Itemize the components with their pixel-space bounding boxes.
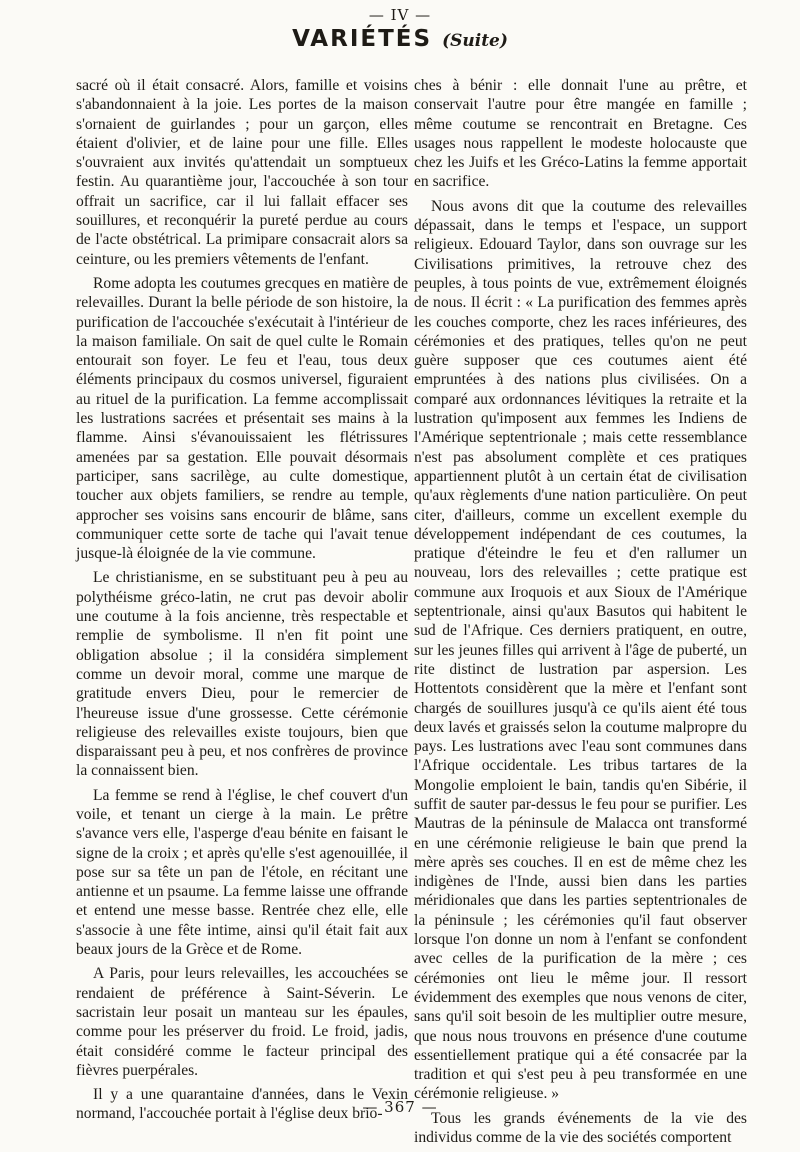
right-column bbox=[414, 76, 747, 1152]
section-title bbox=[0, 26, 800, 52]
paragraph: Rome adopta les coutumes grecques en matière de relevailles. Durant la belle période de son histoire, la purification de l'accouchée s'exécutait à l'intérieur de la maison familiale. On sait de quel culte le Romain entourait son foyer. Le feu et l'eau, tous deux éléments principaux du cosmos universel, figuraient au rituel de la purification. La femme accomplissait les lustrations sacrées et présentait ses mains à la flamme. Ainsi s'évanouissaient les flétrissures amenées par sa gestation. Elle pouvait désormais participer, sans sacrilège, au culte domestique, toucher aux objets familiers, se rendre au temple, approcher ses voisins sans encourir de blâme, sans communiquer cette sorte de tache qui l'avait tenue jusque-là éloignée de la vie commune. bbox=[76, 274, 408, 563]
paragraph: Le christianisme, en se substituant peu à peu au polythéisme gréco-latin, ne crut pas devoir abolir une coutume à la fois ancienne, très respectable et remplie de symbolisme. Il n'en fit point une obligation absolue ; il la considéra simplement comme un devoir moral, comme une marque de gratitude envers Dieu, pour le remercier de l'heureuse issue d'une grossesse. Cette cérémonie religieuse des relevailles existe toujours, bien que disparaissant peu à peu, et nos confrères de province la connaissent bien. bbox=[76, 569, 408, 780]
section-title-suffix: (Suite) bbox=[442, 31, 508, 51]
left-column bbox=[76, 76, 408, 1129]
paragraph: A Paris, pour leurs relevailles, les accouchées se rendaient de préférence à Saint-Séverin. Le sacristain leur posait un manteau sur les épaules, comme pour les préserver du froid. Le froid, jadis, était considéré comme le facteur principal des fièvres puerpérales. bbox=[76, 965, 408, 1079]
paragraph: Tous les grands événements de la vie des individus comme de la vie des sociétés comportent bbox=[414, 1109, 747, 1147]
paragraph: Il y a une quarantaine d'années, dans le Vexin normand, l'accouchée portait à l'église deux brio- bbox=[76, 1086, 408, 1123]
paragraph: Nous avons dit que la coutume des relevailles dépassait, dans le temps et l'espace, un support religieux. Edouard Taylor, dans son ouvrage sur les Civilisations primitives, la retrouve chez des peuples, à tous points de vue, extrêmement éloignés de nous. Il écrit : « La purification des femmes après les couches comporte, chez les races inférieures, des cérémonies et des pratiques, telles qu'on ne peut guère supposer que ces coutumes aient été empruntées à des nations plus civilisées. On a comparé aux ordonnances lévitiques la retraite et la lustration qu'imposent aux femmes les Indiens de l'Amérique septentrionale ; mais cette ressemblance n'est pas absolument complète et ces pratiques appartiennent plutôt à un certain état de civilisation qu'aux règlements d'une nation particulière. On peut citer, d'ailleurs, comme un excellent exemple du développement indépendant de ces coutumes, la pratique d'éteindre le feu et d'en rallumer un nouveau, lors des relevailles ; cette pratique est commune aux Iroquois et aux Sioux de l'Amérique septentrionale, ainsi qu'aux Basutos qui habitent le sud de l'Afrique. Ces derniers pratiquent, en outre, sur les jeunes filles qui arrivent à l'âge de puberté, un rite distinct de lustration par aspersion. Les Hottentots considèrent que la mère et l'enfant sont chargés de souillures jusqu'à ce qu'ils aient été tous deux lavés et graissés selon la coutume malpropre du pays. Les lustrations avec l'eau sont communes dans l'Afrique occidentale. Les tribus tartares de la Mongolie emploient le bain, tandis qu'en Sibérie, il suffit de sauter par-dessus le feu pour se purifier. Les Mautras de la péninsule de Malacca ont transformé en une cérémonie religieuse le bain que prend la mère après ses couches. Il en est de même chez les indigènes de l'Inde, aussi bien dans les parties méridionales que dans les parties septentrionales de la péninsule ; les cérémonies qu'il faut observer lorsque l'on donne un nom à l'enfant se confondent avec celles de la purification de la mère ; ces cérémonies ont lieu le même jour. Il ressort évidemment des exemples que nous venons de citer, sans qu'il soit besoin de les multiplier outre mesure, que nous nous trouvons en présence d'une coutume essentiellement pratique qui a été consacrée par la tradition et qui s'est peu à peu transformée en une cérémonie religieuse. » bbox=[414, 197, 747, 1103]
running-head: — IV — bbox=[368, 6, 432, 24]
section-title-text: VARIÉTÉS bbox=[292, 26, 433, 52]
paragraph: La femme se rend à l'église, le chef couvert d'un voile, et tenant un cierge à la main. Le prêtre s'avance vers elle, l'asperge d'eau bénite en faisant le signe de la croix ; et après qu'elle s'est agenouillée, il pose sur sa tête un pan de l'étole, en récitant une antienne et un psaume. La femme laisse une offrande et entend une messe basse. Rentrée chez elle, elle s'associe à une fête intime, ainsi qu'il était fait aux beaux jours de la Grèce et de Rome. bbox=[76, 786, 408, 959]
page-number: — 367 — bbox=[362, 1098, 438, 1116]
paragraph: sacré où il était consacré. Alors, famille et voisins s'abandonnaient à la joie. Les portes de la maison s'ornaient de guirlandes ; pour un garçon, elles étaient d'olivier, et de laine pour une fille. Elles s'ouvraient aux invités qu'attendait un somptueux festin. Au quarantième jour, l'accouchée à son tour offrait un sacrifice, car il lui fallait effacer ses souillures, et reconquérir la pureté perdue au cours de l'acte obstétrical. La primipare consacrait alors sa ceinture, ou les premiers vêtements de l'enfant. bbox=[76, 77, 408, 268]
paragraph: ches à bénir : elle donnait l'une au prêtre, et conservait l'autre pour être mangée en famille ; même coutume se rencontrait en Bretagne. Ces usages nous rappellent le modeste holocauste que chez les Juifs et les Gréco-Latins la femme apportait en sacrifice. bbox=[414, 77, 747, 191]
